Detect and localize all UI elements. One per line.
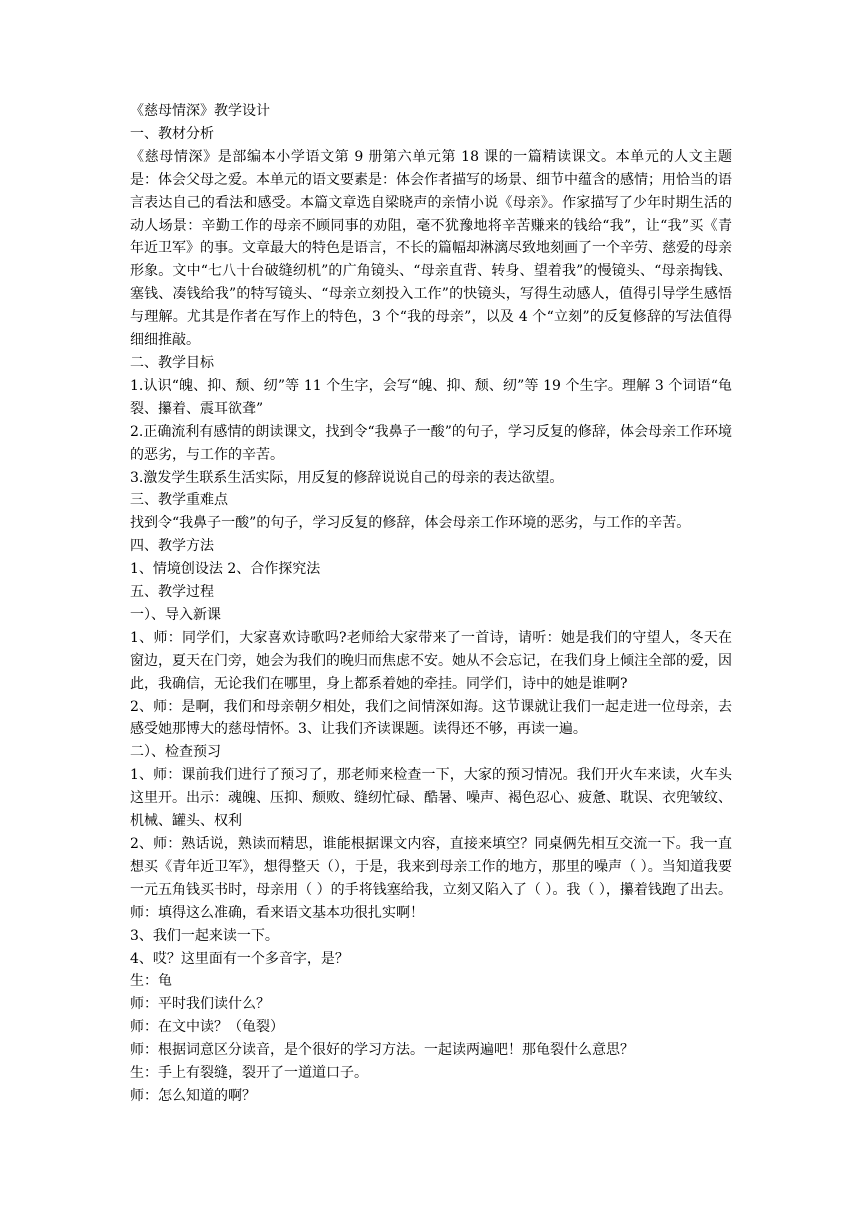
- dialog-line-1: 生：龟: [130, 973, 172, 990]
- goal-item-1: 1.认识“魄、抑、颓、纫”等 11 个生字，会写“魄、抑、颓、纫”等 19 个生字。理解 3 个词语“龟裂、攥着、震耳欲聋”: [130, 377, 732, 417]
- section-heading-goals: 二、教学目标: [130, 354, 214, 371]
- section-heading-methods: 四、教学方法: [130, 538, 214, 555]
- step-intro-paragraph-2: 2、师：是啊，我们和母亲朝夕相处，我们之间情深如海。这节课就让我们一起走进一位母亲，去感受她那博大的慈母情怀。3、让我们齐读课题。读得还不够，再读一遍。: [130, 698, 732, 738]
- step-heading-preview: 二）、检查预习: [130, 744, 221, 761]
- dialog-line-6: 师：怎么知道的啊？: [130, 1087, 256, 1104]
- step-intro-paragraph-1: 1、师：同学们，大家喜欢诗歌吗?老师给大家带来了一首诗，请听：她是我们的守望人，冬天在窗边，夏天在门旁，她会为我们的晚归而焦虑不安。她从不会忘记，在我们身上倾注全部的爱，因此，我确信，无论我们在哪里，身上都系着她的牵挂。同学们，诗中的她是谁啊?: [130, 629, 732, 692]
- dialog-line-5: 生：手上有裂缝，裂开了一道道口子。: [130, 1065, 368, 1082]
- goal-item-3: 3.激发学生联系生活实际，用反复的修辞说说自己的母亲的表达欲望。: [130, 469, 564, 486]
- goal-item-2: 2.正确流利有感情的朗读课文，找到令“我鼻子一酸”的句子，学习反复的修辞，体会母亲工作环境的恶劣，与工作的辛苦。: [130, 423, 732, 463]
- paragraph-analysis: 《慈母情深》是部编本小学语文第 9 册第六单元第 18 课的一篇精读课文。本单元的人文主题是：体会父母之爱。本单元的语文要素是：体会作者描写的场景、细节中蕴含的感情；用恰当的语言表达自己的看法和感受。本篇文章选自梁晓声的亲情小说《母亲》。作家描写了少年时期生活的动人场景：辛勤工作的母亲不顾同事的劝阻，毫不犹豫地将辛苦赚来的钱给“我”，让“我”买《青年近卫军》的事。文章最大的特色是语言，不长的篇幅却淋漓尽致地刻画了一个辛劳、慈爱的母亲形象。文中“七八十台破缝纫机”的广角镜头、“母亲直背、转身、望着我”的慢镜头、“母亲掏钱、塞钱、凑钱给我”的特写镜头、“母亲立刻投入工作”的快镜头，写得生动感人，值得引导学生感悟与理解。尤其是作者在写作上的特色，3 个“我的母亲”，以及 4 个“立刻”的反复修辞的写法值得细细推敲。: [130, 148, 732, 349]
- document-title: 《慈母情深》教学设计: [130, 103, 270, 119]
- dialog-line-3: 师：在文中读？（龟裂）: [130, 1019, 284, 1036]
- dialog-line-2: 师：平时我们读什么？: [130, 996, 270, 1013]
- section-heading-analysis: 一、教材分析: [130, 125, 214, 142]
- document-body: [130, 100, 732, 1108]
- paragraph-key-points: 找到令“我鼻子一酸”的句子，学习反复的修辞，体会母亲工作环境的恶劣，与工作的辛苦。: [130, 515, 691, 532]
- step-preview-paragraph-2: 2、师：熟话说，熟读而精思，谁能根据课文内容，直接来填空？同桌俩先相互交流一下。我一直想买《青年近卫军》，想得整天（），于是，我来到母亲工作的地方，那里的噪声（ ）。当知道我要一元五角钱买书时，母亲用（ ）的手将钱塞给我，立刻又陷入了（ ）。我（ ），攥着钱跑了出去。师：填得这么准确，看来语文基本功很扎实啊！: [130, 836, 732, 921]
- step-preview-paragraph-3: 3、我们一起来读一下。: [130, 927, 279, 944]
- section-heading-process: 五、教学过程: [130, 584, 214, 601]
- dialog-line-4: 师：根据词意区分读音，是个很好的学习方法。一起读两遍吧！那龟裂什么意思？: [130, 1042, 634, 1059]
- step-preview-paragraph-4: 4、哎？这里面有一个多音字，是？: [130, 950, 349, 967]
- section-heading-key-points: 三、教学重难点: [130, 492, 228, 509]
- step-preview-paragraph-1: 1、师：课前我们进行了预习了，那老师来检查一下，大家的预习情况。我们开火车来读，火车头这里开。出示：魂魄、压抑、颓败、缝纫忙碌、酷暑、噪声、褐色忍心、疲惫、耽误、衣兜皱纹、机械、罐头、权利: [130, 767, 732, 830]
- paragraph-methods: 1、情境创设法 2、合作探究法: [130, 561, 321, 578]
- step-heading-intro: 一）、导入新课: [130, 606, 221, 623]
